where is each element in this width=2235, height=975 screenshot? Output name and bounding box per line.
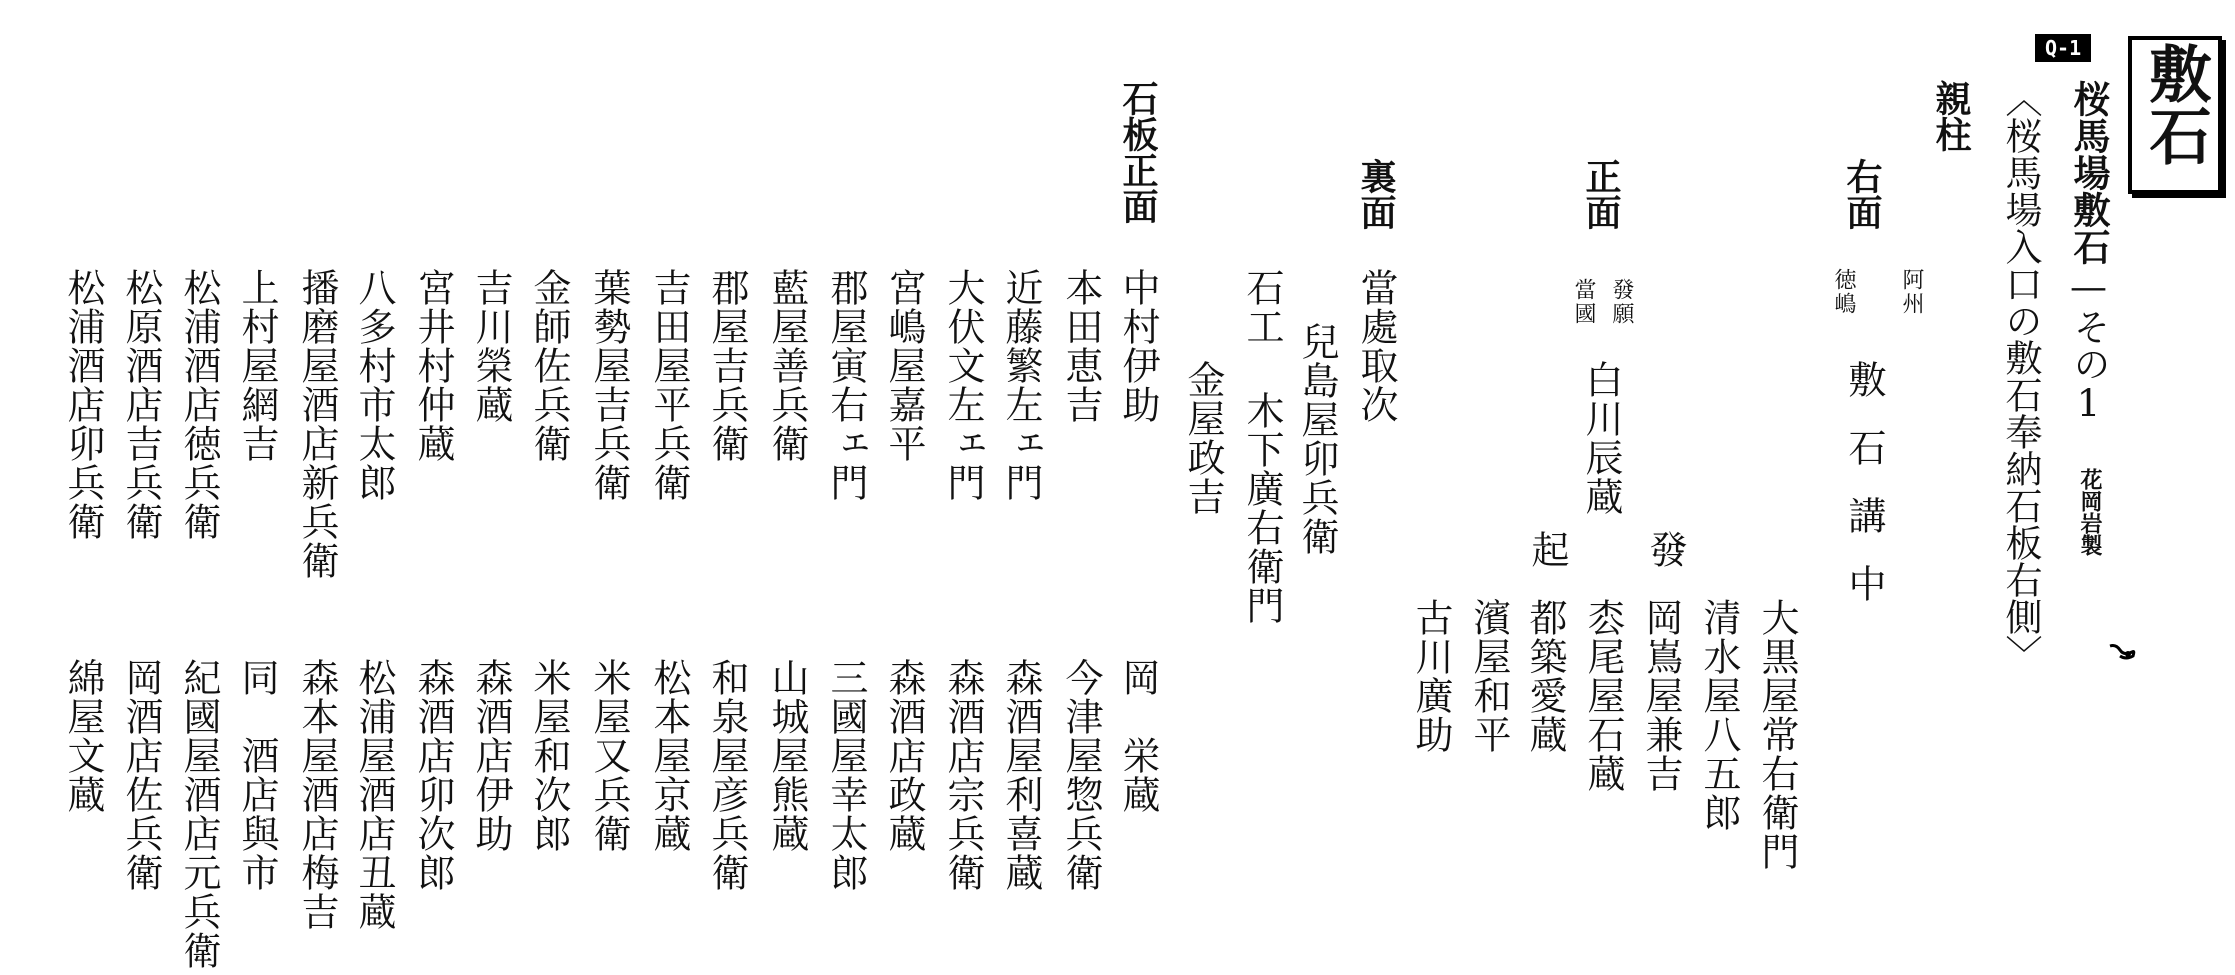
donor-name: 播磨屋酒店新兵衛	[295, 268, 339, 580]
donor-name: 松本屋京蔵	[647, 658, 691, 853]
donor-name: 綿屋文蔵	[61, 658, 105, 814]
donor-name: 森酒屋利喜蔵	[999, 658, 1043, 892]
donor-name: 米屋又兵衛	[587, 658, 631, 853]
label-tokushima: 徳嶋	[1831, 268, 1856, 316]
donor-name: 枩尾屋石蔵	[1581, 598, 1625, 793]
material-credit: 花岡岩製	[2077, 468, 2102, 556]
donor-name: 岡 栄蔵	[1116, 658, 1160, 814]
donor-name: 大伏文左ェ門	[941, 268, 985, 502]
donor-name: 大黒屋常右衛門	[1755, 598, 1799, 871]
donor-name: 紀國屋酒店元兵衛	[177, 658, 221, 970]
label-ki: 起	[1525, 530, 1569, 569]
donor-name: 濱屋和平	[1467, 598, 1511, 754]
subtitle	[2067, 80, 2110, 425]
label-hotsu: 發	[1643, 530, 1687, 569]
label-shikiishi-ko: 敷石講中	[1842, 360, 1886, 632]
donor-name: 本田恵吉	[1059, 268, 1103, 424]
donor-name: 山城屋熊蔵	[765, 658, 809, 853]
donor-name: 宮嶋屋嘉平	[882, 268, 926, 463]
document-heading: 〈桜馬場入口の敷石奉納石板右側〉	[1999, 80, 2042, 672]
donor-name: 森酒店宗兵衛	[941, 658, 985, 892]
donor-name: 郡屋吉兵衛	[705, 268, 749, 463]
donor-name: 森酒店伊助	[469, 658, 513, 853]
donor-name: 藍屋善兵衛	[765, 268, 809, 463]
donor-name: 岡嶌屋兼吉	[1639, 598, 1683, 793]
donor-name: 吉田屋平兵衛	[647, 268, 691, 502]
donor-name: 葉勢屋吉兵衛	[587, 268, 631, 502]
donor-name: 岡酒店佐兵衛	[119, 658, 163, 892]
donor-name: 同 酒店與市	[235, 658, 279, 892]
heading-oyabashira: 親柱	[1930, 80, 1971, 152]
donor-name: 古川廣助	[1409, 598, 1453, 754]
donor-name: 三國屋幸太郎	[824, 658, 868, 892]
donor-name: 吉川榮蔵	[469, 268, 513, 424]
donor-name: 上村屋網吉	[235, 268, 279, 463]
ink-mark-icon	[2108, 642, 2136, 660]
donor-name: 森酒店卯次郎	[411, 658, 455, 892]
donor-name: 森酒店政蔵	[882, 658, 926, 853]
donor-name: 都築愛蔵	[1523, 598, 1567, 754]
subtitle-suffix: —その1	[2067, 265, 2110, 425]
section-tag: Q-1	[2035, 34, 2091, 62]
donor-name: 森本屋酒店梅吉	[295, 658, 339, 931]
donor-name: 近藤繁左ェ門	[999, 268, 1043, 502]
donor-name: 八多村市太郎	[352, 268, 396, 502]
uramen-line: 石工 木下廣右衛門	[1240, 268, 1284, 625]
heading-migimen: 右面	[1841, 158, 1882, 230]
donor-name: 清水屋八五郎	[1697, 598, 1741, 832]
originator-name: 白川辰蔵	[1579, 360, 1623, 516]
uramen-line: 金屋政吉	[1181, 360, 1225, 516]
title-box	[2128, 36, 2222, 194]
heading-uramen: 裏面	[1355, 158, 1396, 230]
donor-name: 中村伊助	[1116, 268, 1160, 424]
donor-name: 松浦酒店卯兵衛	[61, 268, 105, 541]
subtitle-main: 桜馬場敷石	[2067, 80, 2110, 265]
label-ashu: 阿州	[1899, 268, 1924, 316]
heading-ishiita-shomen: 石板正面	[1117, 80, 1158, 224]
page-title: 敷石	[2139, 42, 2212, 166]
donor-name: 和泉屋彦兵衛	[705, 658, 749, 892]
label-tokoku: 當國	[1571, 278, 1596, 326]
donor-name: 松原酒店吉兵衛	[119, 268, 163, 541]
donor-name: 宮井村仲蔵	[411, 268, 455, 463]
donor-name: 松浦酒店徳兵衛	[177, 268, 221, 541]
donor-name: 今津屋惣兵衛	[1059, 658, 1103, 892]
label-hatsugan: 發願	[1609, 278, 1634, 326]
donor-name: 郡屋寅右ェ門	[824, 268, 868, 502]
donor-name: 米屋和次郎	[527, 658, 571, 853]
uramen-line: 當處取次	[1354, 268, 1398, 424]
heading-shomen: 正面	[1580, 158, 1621, 230]
donor-name: 金師佐兵衛	[527, 268, 571, 463]
donor-name: 松浦屋酒店丑蔵	[352, 658, 396, 931]
uramen-line: 兒島屋卯兵衛	[1295, 322, 1339, 556]
